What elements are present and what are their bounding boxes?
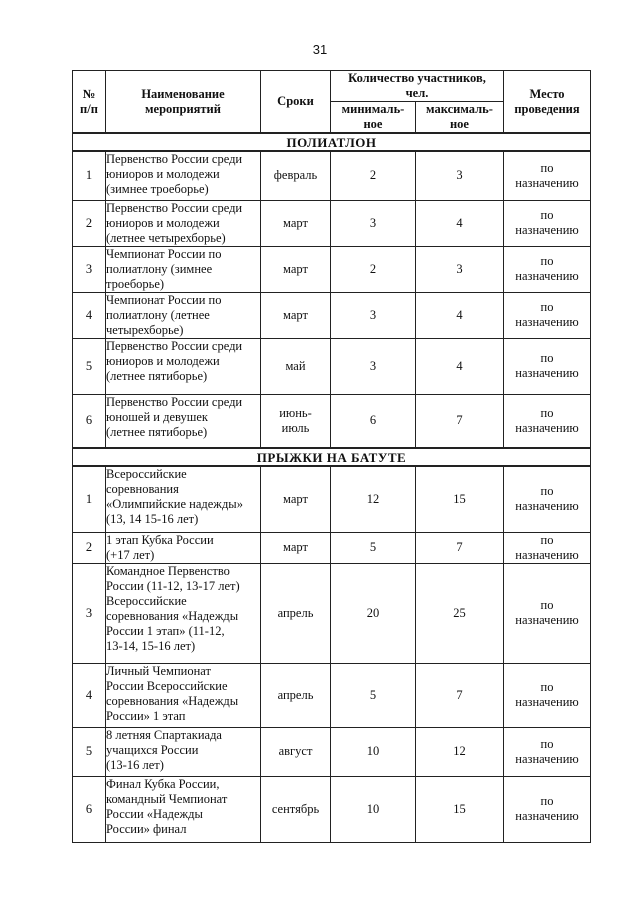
header-num: № п/п (73, 71, 106, 134)
table-body (73, 133, 591, 842)
row-min: 6 (331, 394, 416, 448)
row-num: 5 (73, 338, 106, 394)
table-row (73, 292, 591, 338)
row-max: 4 (416, 200, 504, 246)
row-dates: июнь- июль (261, 394, 331, 448)
row-name: Финал Кубка России, командный Чемпионат России «Надежды России» финал (106, 776, 261, 842)
row-min: 5 (331, 663, 416, 727)
row-num: 3 (73, 246, 106, 292)
row-dates: март (261, 292, 331, 338)
header-place: Место проведения (504, 71, 591, 134)
row-place: по назначению (504, 727, 591, 776)
row-name: Первенство России среди юниоров и молодежи (летнее пятиборье) (106, 338, 261, 394)
row-name: Первенство России среди юношей и девушек (летнее пятиборье) (106, 394, 261, 448)
row-place: по назначению (504, 338, 591, 394)
table-row (73, 200, 591, 246)
row-num: 5 (73, 727, 106, 776)
row-place: по назначению (504, 663, 591, 727)
row-max: 4 (416, 338, 504, 394)
row-place: по назначению (504, 563, 591, 663)
table-row (73, 663, 591, 727)
row-max: 12 (416, 727, 504, 776)
row-max: 15 (416, 776, 504, 842)
table-row (73, 151, 591, 200)
row-dates: март (261, 466, 331, 532)
row-dates: август (261, 727, 331, 776)
row-max: 3 (416, 246, 504, 292)
row-place: по назначению (504, 246, 591, 292)
row-max: 7 (416, 663, 504, 727)
row-num: 4 (73, 292, 106, 338)
row-dates: февраль (261, 151, 331, 200)
table-row (73, 532, 591, 563)
row-max: 7 (416, 394, 504, 448)
row-name: Чемпионат России по полиатлону (зимнее троеборье) (106, 246, 261, 292)
header-participants: Количество участников, чел. (331, 71, 504, 102)
row-min: 3 (331, 338, 416, 394)
events-table (72, 70, 591, 843)
row-place: по назначению (504, 394, 591, 448)
row-name: Командное Первенство России (11-12, 13-17 лет) Всероссийские соревнования «Надежды России 1 этап» (11-12, 13-14, 15-16 лет) (106, 563, 261, 663)
section-title: ПОЛИАТЛОН (73, 133, 591, 151)
row-dates: сентябрь (261, 776, 331, 842)
table-row (73, 338, 591, 394)
row-name: Первенство России среди юниоров и молодежи (летнее четырехборье) (106, 200, 261, 246)
table-row (73, 466, 591, 532)
row-min: 10 (331, 776, 416, 842)
row-min: 10 (331, 727, 416, 776)
row-name: Личный Чемпионат России Всероссийские соревнования «Надежды России» 1 этап (106, 663, 261, 727)
table-header (73, 71, 591, 134)
row-dates: март (261, 532, 331, 563)
row-num: 1 (73, 466, 106, 532)
row-dates: апрель (261, 663, 331, 727)
header-max: максималь- ное (416, 102, 504, 134)
table-row (73, 246, 591, 292)
row-min: 3 (331, 292, 416, 338)
row-place: по назначению (504, 151, 591, 200)
row-name: 1 этап Кубка России (+17 лет) (106, 532, 261, 563)
page-number: 31 (312, 42, 328, 57)
table-row (73, 563, 591, 663)
row-place: по назначению (504, 776, 591, 842)
header-name: Наименование мероприятий (106, 71, 261, 134)
header-min: минималь- ное (331, 102, 416, 134)
row-name: Первенство России среди юниоров и молодежи (зимнее троеборье) (106, 151, 261, 200)
row-min: 12 (331, 466, 416, 532)
row-place: по назначению (504, 532, 591, 563)
table-row (73, 394, 591, 448)
row-num: 6 (73, 776, 106, 842)
row-max: 4 (416, 292, 504, 338)
row-max: 7 (416, 532, 504, 563)
table-row (73, 776, 591, 842)
row-place: по назначению (504, 292, 591, 338)
header-dates: Сроки (261, 71, 331, 134)
row-num: 3 (73, 563, 106, 663)
section-header (73, 448, 591, 466)
row-min: 5 (331, 532, 416, 563)
row-dates: май (261, 338, 331, 394)
row-num: 2 (73, 532, 106, 563)
row-dates: апрель (261, 563, 331, 663)
row-num: 2 (73, 200, 106, 246)
section-title: ПРЫЖКИ НА БАТУТЕ (73, 448, 591, 466)
row-min: 3 (331, 200, 416, 246)
row-max: 25 (416, 563, 504, 663)
row-name: Чемпионат России по полиатлону (летнее четырехборье) (106, 292, 261, 338)
row-min: 2 (331, 151, 416, 200)
row-max: 15 (416, 466, 504, 532)
row-name: 8 летняя Спартакиада учащихся России (13-16 лет) (106, 727, 261, 776)
row-min: 2 (331, 246, 416, 292)
row-place: по назначению (504, 200, 591, 246)
row-dates: март (261, 200, 331, 246)
row-min: 20 (331, 563, 416, 663)
row-name: Всероссийские соревнования «Олимпийские надежды» (13, 14 15-16 лет) (106, 466, 261, 532)
row-num: 4 (73, 663, 106, 727)
table-row (73, 727, 591, 776)
row-max: 3 (416, 151, 504, 200)
row-dates: март (261, 246, 331, 292)
row-num: 1 (73, 151, 106, 200)
section-header (73, 133, 591, 151)
row-num: 6 (73, 394, 106, 448)
row-place: по назначению (504, 466, 591, 532)
